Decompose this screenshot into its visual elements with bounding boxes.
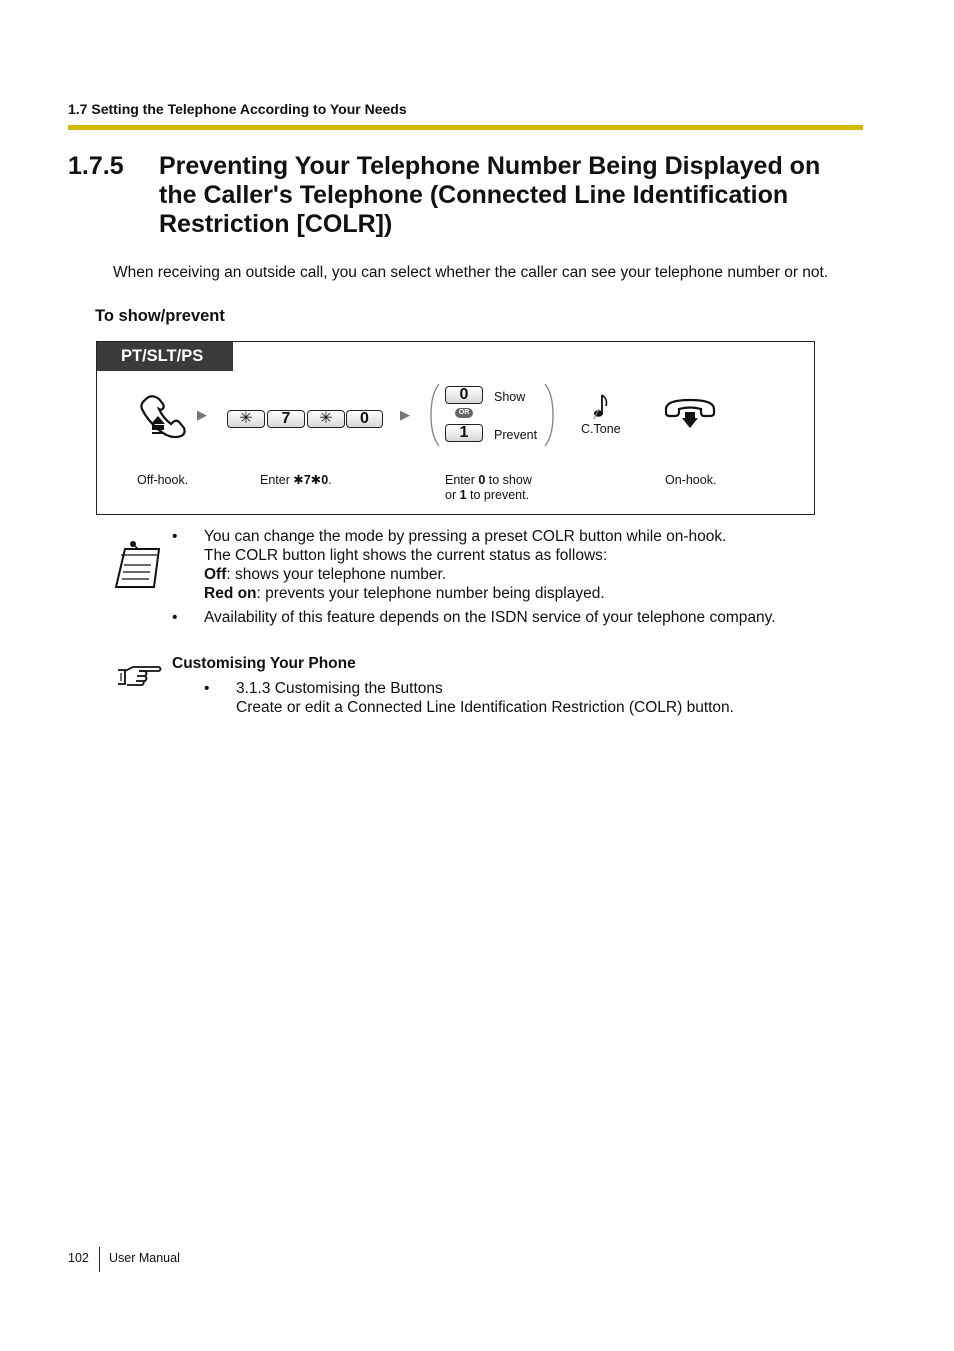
caption-choose — [445, 473, 532, 503]
red-on-description: : prevents your telephone number being displayed. — [256, 585, 605, 602]
note-item — [172, 608, 776, 627]
bullet: • — [204, 680, 210, 697]
digit-0-key: 0 — [445, 386, 483, 404]
bullet: • — [172, 528, 178, 545]
caption-enter-prefix: Enter — [260, 473, 294, 487]
caption-offhook: Off-hook. — [137, 473, 189, 487]
music-note-icon — [591, 392, 611, 422]
section-number: 1.7.5 — [68, 152, 124, 180]
header-rule — [68, 125, 863, 130]
caption-enter-code — [260, 473, 332, 488]
right-bracket-icon — [543, 382, 555, 448]
note-line: Availability of this feature depends on the ISDN service of your telephone company. — [204, 609, 776, 626]
off-description: : shows your telephone number. — [226, 566, 447, 583]
digit-7-key: 7 — [267, 410, 305, 428]
caption-text: to show — [485, 473, 532, 487]
caption-text: to prevent. — [466, 488, 530, 502]
step-arrow-1: ▶ — [197, 407, 207, 422]
caption-onhook: On-hook. — [665, 473, 717, 487]
show-option-label: Show — [494, 390, 526, 404]
caption-text: or — [445, 488, 460, 502]
note-line: You can change the mode by pressing a preset COLR button while on-hook. — [204, 528, 727, 545]
bullet: • — [172, 609, 178, 626]
customising-heading: Customising Your Phone — [172, 655, 356, 672]
notes-list — [172, 527, 776, 627]
page-number: 102 — [68, 1251, 89, 1265]
c-tone-label: C.Tone — [581, 422, 621, 436]
subheading: To show/prevent — [95, 307, 225, 325]
choice-group — [429, 382, 557, 448]
off-label: Off — [204, 566, 227, 583]
caption-feature-code: ✱7✱0 — [293, 473, 329, 487]
caption-choose-line-1 — [445, 473, 532, 488]
on-hook-icon — [663, 396, 717, 432]
digit-1-key: 1 — [445, 424, 483, 442]
customising-item — [204, 679, 734, 717]
caption-enter-suffix: . — [328, 473, 332, 487]
pointing-hand-icon — [115, 662, 163, 688]
customising-link[interactable]: 3.1.3 Customising the Buttons — [236, 680, 443, 697]
prevent-option-label: Prevent — [494, 428, 538, 442]
customising-description: Create or edit a Connected Line Identification Restriction (COLR) button. — [236, 699, 734, 716]
running-header: 1.7 Setting the Telephone According to Your Needs — [68, 101, 407, 117]
or-badge: OR — [455, 408, 473, 418]
digit-0-key: 0 — [346, 410, 383, 428]
note-item — [172, 527, 776, 603]
caption-choose-line-2 — [445, 488, 532, 503]
caption-key-1: 1 — [459, 488, 467, 502]
note-line — [204, 565, 776, 584]
left-bracket-icon — [429, 382, 441, 448]
red-on-label: Red on — [204, 585, 257, 602]
note-line: The COLR button light shows the current status as follows: — [204, 547, 608, 564]
procedure-box — [96, 341, 815, 515]
footer-divider — [99, 1247, 100, 1272]
note-line — [204, 584, 776, 603]
caption-key-0: 0 — [478, 473, 486, 487]
customising-list — [204, 679, 734, 717]
notepad-icon — [113, 533, 163, 591]
footer-label: User Manual — [109, 1251, 180, 1265]
section-title: Preventing Your Telephone Number Being Displayed on the Caller's Telephone (Connected Line Identification Restriction [COLR]) — [159, 152, 821, 238]
procedure-tab: PT/SLT/PS — [97, 342, 233, 371]
step-arrow-2: ▶ — [400, 407, 410, 422]
asterisk-key: ✳ — [227, 410, 265, 428]
asterisk-key: ✳ — [307, 410, 345, 428]
off-hook-icon — [137, 394, 187, 438]
caption-text: Enter — [445, 473, 479, 487]
intro-paragraph: When receiving an outside call, you can select whether the caller can see your telephone number or not. — [113, 264, 829, 281]
